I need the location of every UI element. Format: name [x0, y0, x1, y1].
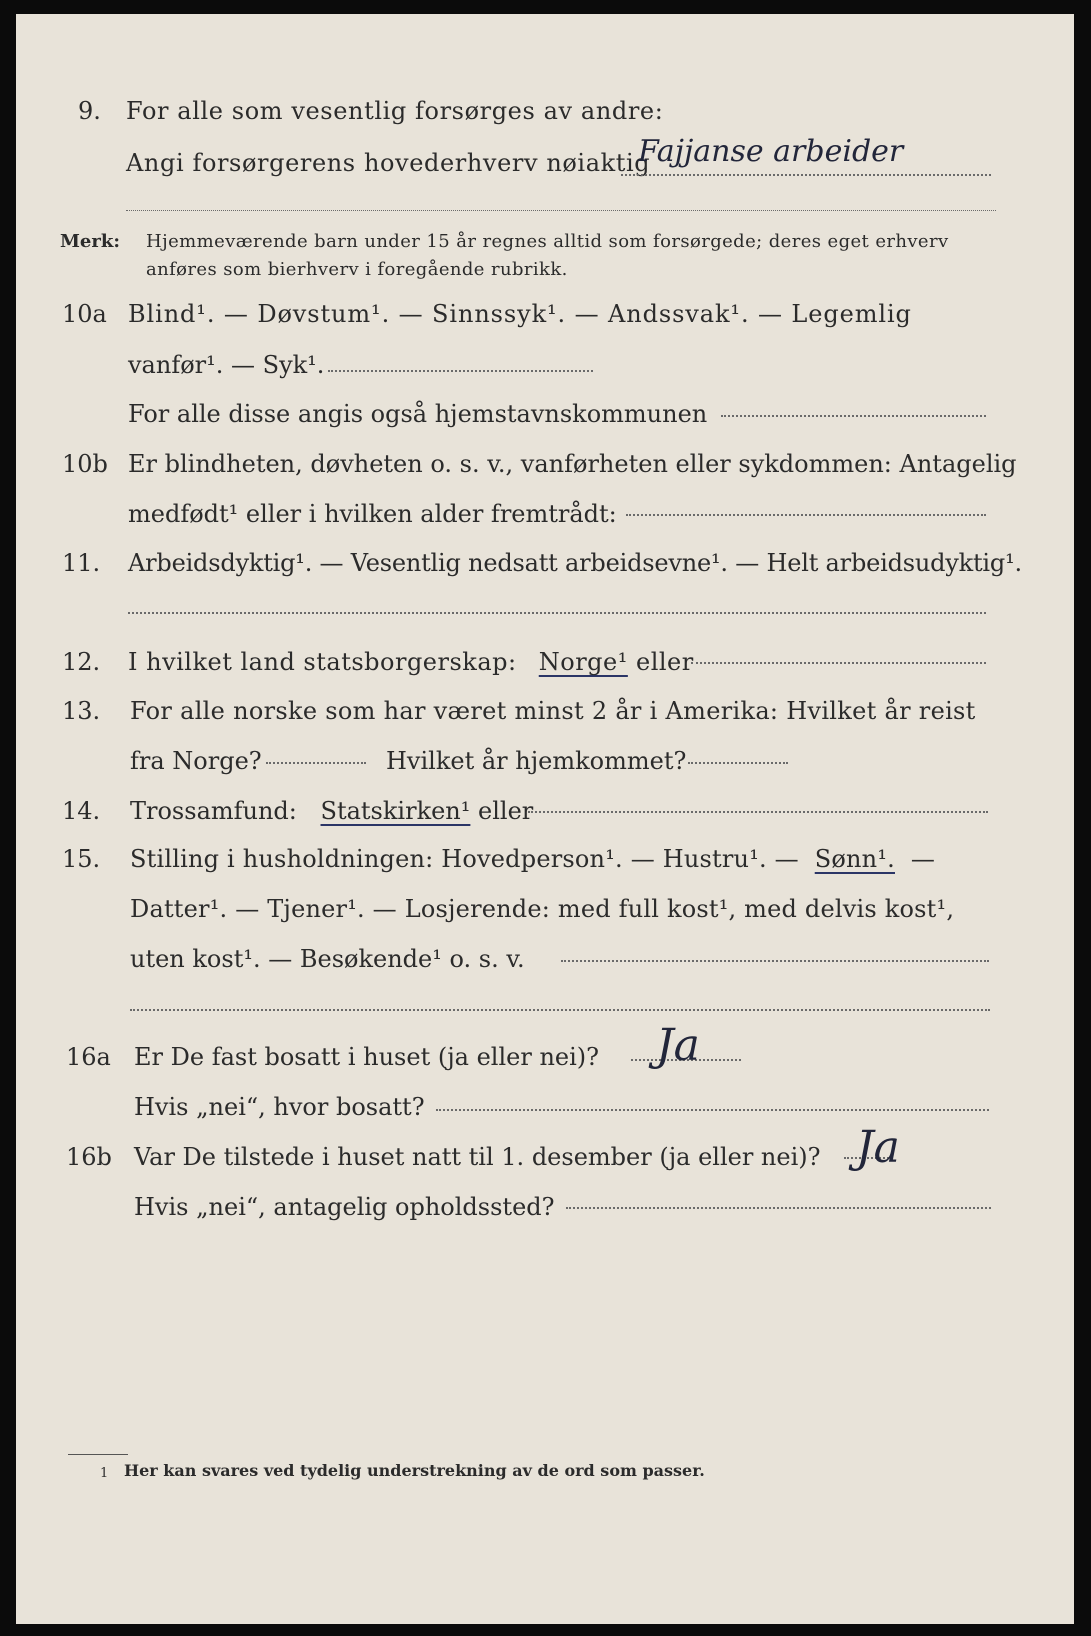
question-13-reist-line: [266, 762, 366, 764]
merk-line2: anføres som bierhverv i foregående rubrikk.: [146, 259, 568, 280]
question-16a-bosatt-line: [436, 1109, 989, 1111]
footnote-text: Her kan svares ved tydelig understrekning av de ord som passer.: [124, 1461, 705, 1480]
question-14-answer-line: [528, 811, 988, 813]
question-13-hjemkommet-line: [688, 762, 788, 764]
question-12-pre: I hvilket land statsborgerskap:: [128, 648, 517, 676]
question-9-second-line: [126, 210, 996, 211]
question-10a-hjemstavn-line: [721, 415, 986, 417]
question-11-line1: Arbeidsdyktig¹. — Vesentlig nedsatt arbeidsevne¹. — Helt arbeidsudyktig¹.: [128, 549, 1022, 577]
footnote-rule: [68, 1454, 128, 1455]
question-9-handwritten-answer: Fajjanse arbeider: [638, 134, 904, 169]
question-16b-handwritten-answer: Ja: [856, 1122, 900, 1173]
question-11-answer-line: [128, 612, 986, 614]
question-9-number: 9.: [78, 97, 101, 125]
question-15-line1: [130, 844, 935, 874]
merk-label: Merk:: [60, 231, 120, 252]
question-16b-line1: Var De tilstede i huset natt til 1. desember (ja eller nei)?: [134, 1143, 821, 1171]
question-15-number: 15.: [62, 845, 101, 873]
question-11-number: 11.: [62, 549, 101, 577]
question-13-line2b: Hvilket år hjemkommet?: [386, 747, 687, 775]
question-12-underlined-answer: Norge¹: [538, 648, 628, 676]
census-form-sheet: [16, 14, 1074, 1624]
question-10a-number: 10a: [62, 300, 107, 328]
question-12-answer-line: [691, 662, 986, 664]
question-13-line1: For alle norske som har været minst 2 år i Amerika: Hvilket år reist: [130, 697, 976, 725]
question-15-second-line: [130, 1009, 990, 1011]
question-10a-line3: For alle disse angis også hjemstavnskommunen: [128, 400, 708, 428]
question-15-answer-line: [561, 960, 989, 962]
question-10b-line2: medfødt¹ eller i hvilken alder fremtrådt:: [128, 500, 617, 528]
question-10b-number: 10b: [62, 450, 108, 478]
question-12-post: eller: [636, 648, 694, 676]
question-16a-line1: Er De fast bosatt i huset (ja eller nei)?: [134, 1043, 600, 1071]
question-15-line3: uten kost¹. — Besøkende¹ o. s. v.: [130, 945, 525, 973]
question-14-underlined-answer: Statskirken¹: [320, 797, 471, 825]
question-16b-opholdssted-line: [566, 1207, 991, 1209]
question-16a-handwritten-answer: Ja: [656, 1020, 700, 1071]
question-15-underlined-answer: Sønn¹.: [814, 845, 895, 873]
question-15-line2: Datter¹. — Tjener¹. — Losjerende: med full kost¹, med delvis kost¹,: [130, 895, 955, 923]
question-13-line2a: fra Norge?: [130, 747, 262, 775]
question-14-number: 14.: [62, 797, 101, 825]
merk-line1: Hjemmeværende barn under 15 år regnes alltid som forsørgede; deres eget erhverv: [146, 231, 949, 252]
question-9-line1: For alle som vesentlig forsørges av andre:: [126, 97, 664, 125]
footnote-mark: 1: [100, 1466, 109, 1481]
question-12-text: [128, 647, 694, 677]
question-9-answer-line: [621, 174, 991, 176]
question-15-line1-pre: Stilling i husholdningen: Hovedperson¹. — Hustru¹. —: [130, 845, 799, 873]
question-13-number: 13.: [62, 697, 101, 725]
question-14-post: eller: [478, 797, 534, 825]
question-14-pre: Trossamfund:: [130, 797, 297, 825]
question-10b-answer-line: [626, 514, 986, 516]
question-16a-line2: Hvis „nei“, hvor bosatt?: [134, 1093, 425, 1121]
question-15-line1-post: —: [910, 845, 936, 873]
question-14-text: [130, 796, 533, 826]
question-9-line2: Angi forsørgerens hovederhverv nøiaktig: [126, 149, 651, 177]
question-10b-line1: Er blindheten, døvheten o. s. v., vanførheten eller sykdommen: Antagelig: [128, 450, 1017, 478]
question-10a-line2: vanfør¹. — Syk¹.: [128, 351, 325, 379]
question-10a-line1: Blind¹. — Døvstum¹. — Sinnssyk¹. — Andssvak¹. — Legemlig: [128, 300, 912, 328]
question-16b-line2: Hvis „nei“, antagelig opholdssted?: [134, 1193, 555, 1221]
question-12-number: 12.: [62, 648, 101, 676]
question-10a-syk-line: [328, 370, 593, 372]
question-16a-number: 16a: [66, 1043, 111, 1071]
question-16b-number: 16b: [66, 1143, 112, 1171]
